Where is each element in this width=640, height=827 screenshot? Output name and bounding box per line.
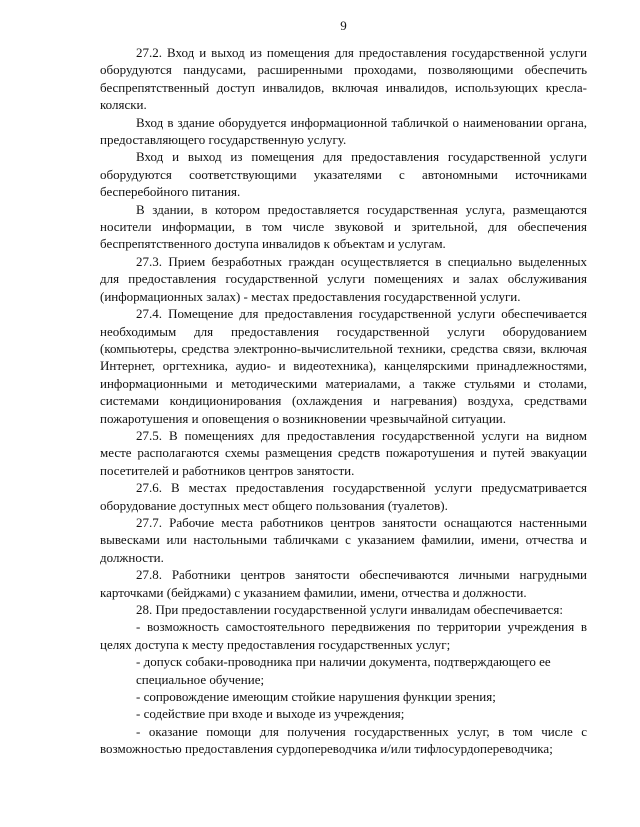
paragraph-27-8: 27.8. Работники центров занятости обеспечиваются личными нагрудными карточками (бейджами) с указанием фамилии, имени, отчества и должности. [100,567,587,600]
paragraph-27-7: 27.7. Рабочие места работников центров занятости оснащаются настенными вывесками или настольными табличками с указанием фамилии, имени, отчества и должности. [100,514,587,565]
paragraph-exit-indicators: Вход и выход из помещения для предоставления государственной услуги оборудуются соответствующими указателями с автономными источниками бесперебойного питания. [100,149,587,200]
paragraph-27-3: 27.3. Прием безработных граждан осуществляется в специально выделенных для предоставления государственной услуги помещениях и залах обслуживания (информационных залах) - местах предоставления государственной услуги. [100,253,587,304]
list-item: - содействие при входе и выходе из учреждения; [136,706,405,722]
paragraph-entrance-sign: Вход в здание оборудуется информационной табличкой о наименовании органа, предоставляющего государственную услугу. [100,114,587,148]
page-number: 9 [340,18,347,33]
paragraph-information-carriers: В здании, в котором предоставляется государственная услуга, размещаются носители информации, в том числе звуковой и зрительной, для обеспечения беспрепятственного доступа инвалидов к объектам и услугам. [100,201,587,252]
paragraph-27-5: 27.5. В помещениях для предоставления государственной услуги на видном месте располагаются схемы размещения средств пожаротушения и путей эвакуации посетителей и работников центров занятости. [100,427,587,478]
paragraph-27-4: 27.4. Помещение для предоставления государственной услуги обеспечивается необходимым для предоставления государственной услуги оборудованием (компьютеры, средства электронно-вычислительной техники, средства связи, включая Интернет, оргтехника, аудио- и видеотехника), канцелярскими принадлежностями, информационными и методическими материалами, а также стульями и столами, системами кондиционирования (охлаждения и нагревания) воздуха, средствами пожаротушения и оповещения о возникновении чрезвычайной ситуации. [100,306,587,426]
list-item: - возможность самостоятельного передвижения по территории учреждения в целях доступа к месту предоставления государственных услуг; [100,619,587,652]
paragraph-27-6: 27.6. В местах предоставления государственной услуги предусматривается оборудование доступных мест общего пользования (туалетов). [100,480,587,513]
list-item: - сопровождение имеющим стойкие нарушения функции зрения; [136,689,496,705]
list-item: - оказание помощи для получения государственных услуг, в том числе с возможностью предоставления сурдопереводчика и/или тифлосурдопереводчика; [100,723,587,757]
paragraph-28: 28. При предоставлении государственной услуги инвалидам обеспечивается: [136,602,563,617]
paragraph-27-2: 27.2. Вход и выход из помещения для предоставления государственной услуги оборудуются пандусами, расширенными проходами, позволяющими обеспечить беспрепятственный доступ инвалидов, включая инвалидов, использующих кресла-коляски. [100,45,587,113]
list-item: - допуск собаки-проводника при наличии документа, подтверждающего ее специальное обучение; [136,654,551,687]
